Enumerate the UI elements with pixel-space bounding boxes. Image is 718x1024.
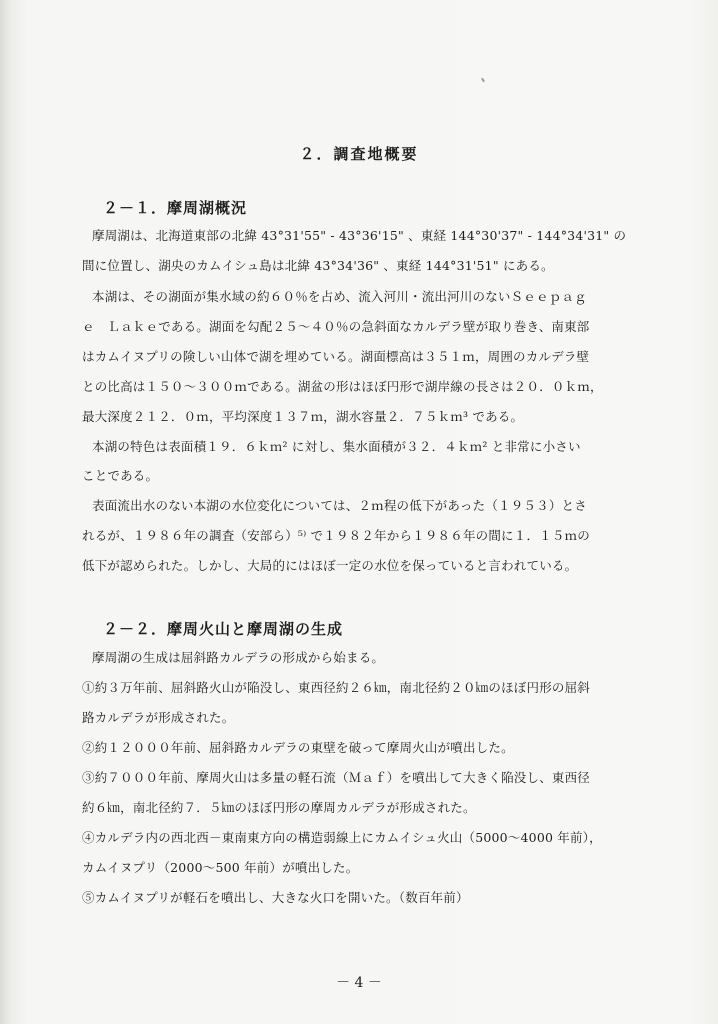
list-item: ①約３万年前、屈斜路火山が陥没し、東西径約２６㎞，南北径約２０㎞のほぼ円形の屈斜 (82, 680, 591, 695)
list-item-continuation: 約６㎞，南北径約７．５㎞のほぼ円形の摩周カルデラが形成された。 (82, 800, 476, 815)
list-item: ②約１２０００年前、屈斜路カルデラの東壁を破って摩周火山が噴出した。 (82, 740, 514, 755)
paragraph-line: れるが、１９８６年の調査（安部ら）⁵⁾ で１９８２年から１９８６年の間に１．１５ｍの (82, 528, 590, 543)
list-item: ④カルデラ内の西北西－東南東方向の構造弱線上にカムイシュ火山（5000～4000 年前）， (82, 830, 602, 845)
paragraph-line: との比高は１５０～３００ｍである。湖盆の形はほぼ円形で湖岸線の長さは２０．０ｋｍ， (82, 379, 603, 394)
list-item-continuation: 路カルデラが形成された。 (82, 710, 235, 725)
list-item: ③約７０００年前、摩周火山は多量の軽石流（Ｍａｆ）を噴出して大きく陥没し、東西径 (82, 770, 591, 785)
paragraph-line: ｅ Ｌａｋｅである。湖面を勾配２５～４０％の急斜面なカルデラ壁が取り巻き、南東部 (82, 319, 590, 334)
paragraph-line: 表面流出水のない本湖の水位変化については、２ｍ程の低下があった（１９５３）とさ (92, 498, 587, 513)
paragraph-line: 最大深度２１２．０ｍ，平均深度１３７ｍ，湖水容量２．７５ｋｍ³ である。 (82, 409, 524, 424)
section-1-heading: ２－１．摩周湖概況 (103, 199, 248, 217)
paragraph-line: 本湖は、その湖面が集水域の約６０％を占め、流入河川・流出河川のないＳｅｅｐａｇ (92, 289, 587, 304)
paragraph-line: 摩周湖は、北海道東部の北緯 43°31'55" - 43°36'15" 、東経 144°30'37" - 144°34'31" の (92, 228, 627, 243)
paragraph-line: はカムイヌプリの険しい山体で湖を埋めている。湖面標高は３５１ｍ，周囲のカルデラ壁 (82, 349, 590, 364)
page-number: － 4 － (336, 975, 382, 991)
paragraph-line: 間に位置し、湖央のカムイシュ島は北緯 43°34'36" 、東経 144°31'51" にある。 (82, 258, 554, 273)
paragraph-line: 摩周湖の生成は屈斜路カルデラの形成から始まる。 (92, 650, 385, 665)
paragraph-line: 低下が認められた。しかし、大局的にはほぼ一定の水位を保っていると言われている。 (82, 558, 578, 573)
paragraph-line: ことである。 (82, 468, 159, 483)
list-item: ⑤カムイヌプリが軽石を噴出し、大きな火口を開いた。（数百年前） (82, 890, 469, 905)
scan-speck (481, 78, 485, 82)
list-item-continuation: カムイヌプリ（2000～500 年前）が噴出した。 (82, 860, 359, 875)
page-title: ２．調査地概要 (299, 145, 419, 163)
paragraph-line: 本湖の特色は表面積１９．６ｋｍ² に対し、集水面積が３２．４ｋｍ² と非常に小さい (92, 439, 581, 454)
section-2-heading: ２－２．摩周火山と摩周湖の生成 (103, 620, 344, 638)
